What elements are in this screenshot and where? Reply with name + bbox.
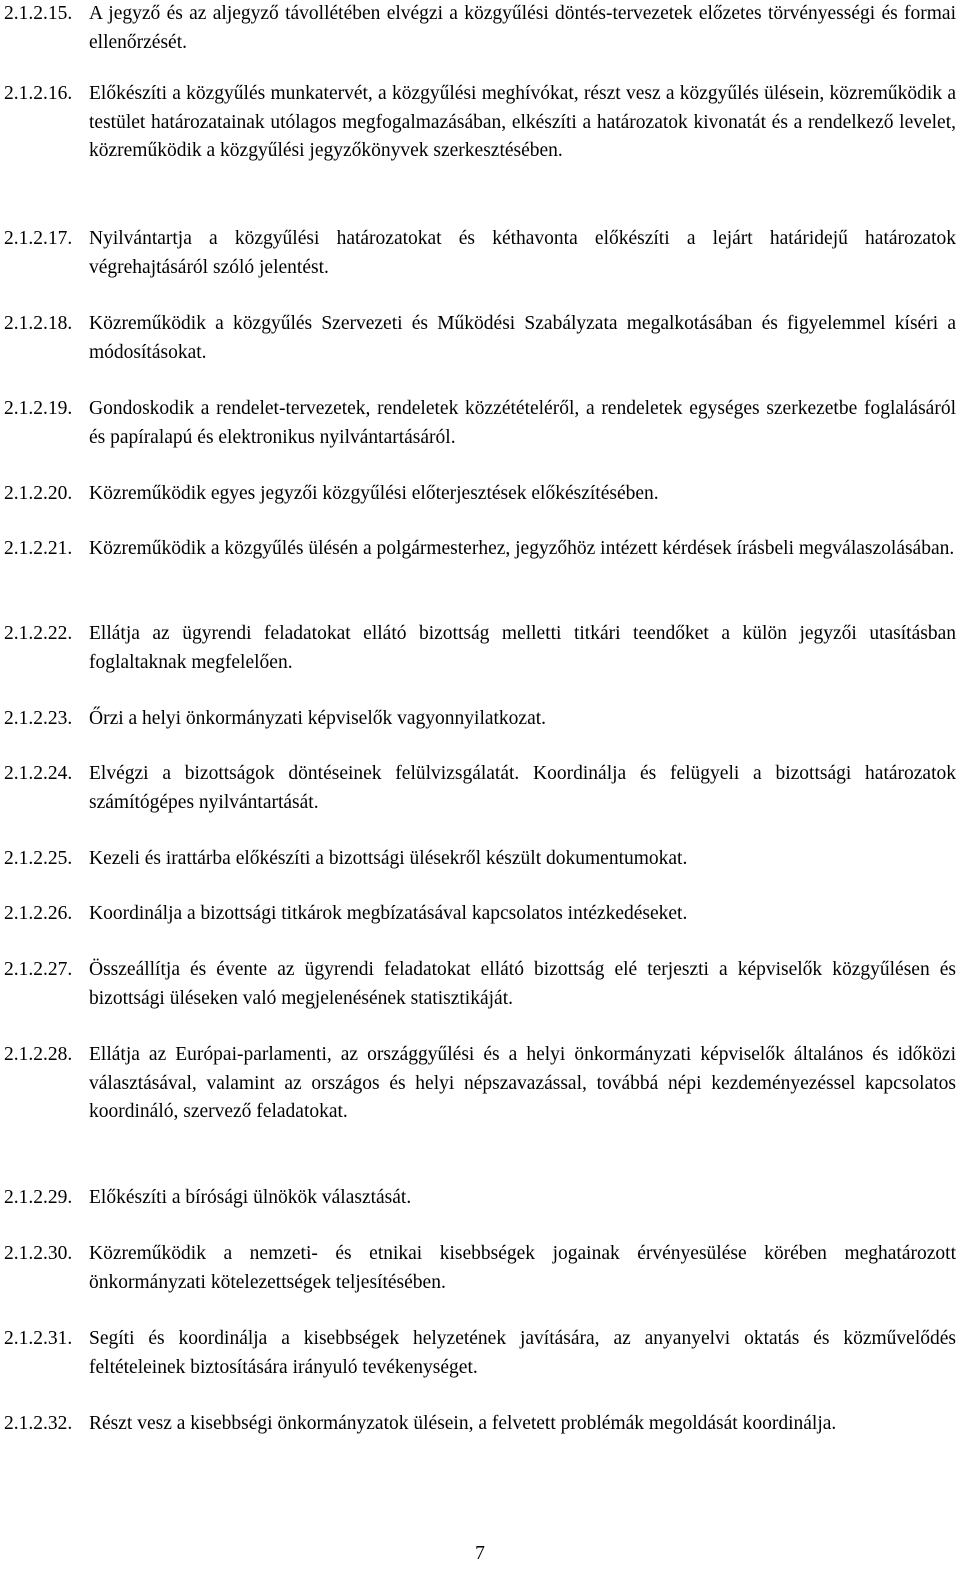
paragraph-2-1-2-19 bbox=[4, 395, 956, 452]
paragraph-text: Előkészíti a közgyűlés munkatervét, a közgyűlési meghívókat, részt vesz a közgyűlés ülésein, közreműködik a testület határozatainak utólagos megfogalmazásában, elkészíti a határozatok kivonatát és a rendelkező levelet, közreműködik a közgyűlési jegyzőkönyvek szerkesztésében. bbox=[89, 83, 956, 162]
paragraph-2-1-2-30 bbox=[4, 1240, 956, 1297]
paragraph-number: 2.1.2.27. bbox=[4, 959, 73, 980]
paragraph-text: Kezeli és irattárba előkészíti a bizottsági ülésekről készült dokumentumokat. bbox=[89, 848, 688, 869]
paragraph-text: Előkészíti a bírósági ülnökök választását. bbox=[89, 1187, 412, 1208]
paragraph-number: 2.1.2.30. bbox=[4, 1243, 73, 1264]
paragraph-text: Ellátja az ügyrendi feladatokat ellátó bizottság melletti titkári teendőket a külön jegyzői utasításban foglaltaknak megfelelően. bbox=[89, 623, 956, 673]
paragraph-number: 2.1.2.31. bbox=[4, 1328, 73, 1349]
paragraph-text: A jegyző és az aljegyző távollétében elvégzi a közgyűlési döntés-tervezetek előzetes törvényességi és formai ellenőrzését. bbox=[89, 3, 956, 53]
paragraph-2-1-2-15 bbox=[4, 0, 956, 57]
paragraph-number: 2.1.2.19. bbox=[4, 398, 73, 419]
paragraph-text: Közreműködik a nemzeti- és etnikai kisebbségek jogainak érvényesülése körében meghatározott önkormányzati kötelezettségek teljesítésében. bbox=[89, 1243, 956, 1293]
paragraph-number: 2.1.2.24. bbox=[4, 763, 73, 784]
paragraph-2-1-2-25 bbox=[4, 845, 956, 874]
paragraph-2-1-2-23 bbox=[4, 705, 956, 734]
paragraph-text: Gondoskodik a rendelet-tervezetek, rendeletek közzétételéről, a rendeletek egységes szerkezetbe foglalásáról és papíralapú és elektronikus nyilvántartásáról. bbox=[89, 398, 956, 448]
paragraph-number: 2.1.2.18. bbox=[4, 313, 73, 334]
paragraph-text: Közreműködik a közgyűlés Szervezeti és Működési Szabályzata megalkotásában és figyelemmel kíséri a módosításokat. bbox=[89, 313, 956, 363]
paragraph-text: Nyilvántartja a közgyűlési határozatokat és kéthavonta előkészíti a lejárt határidejű határozatok végrehajtásáról szóló jelentést. bbox=[89, 228, 956, 278]
paragraph-2-1-2-24 bbox=[4, 760, 956, 817]
paragraph-2-1-2-22 bbox=[4, 620, 956, 677]
paragraph-number: 2.1.2.29. bbox=[4, 1187, 73, 1208]
paragraph-number: 2.1.2.20. bbox=[4, 483, 73, 504]
paragraph-text: Részt vesz a kisebbségi önkormányzatok ülésein, a felvetett problémák megoldását koordinálja. bbox=[89, 1413, 837, 1434]
paragraph-text: Ellátja az Európai-parlamenti, az országgyűlési és a helyi önkormányzati képviselők általános és időközi választásával, valamint az országos és helyi népszavazással, továbbá népi kezdeményezéssel kapcsolatos koordináló, szervező feladatokat. bbox=[89, 1044, 956, 1123]
paragraph-number: 2.1.2.15. bbox=[4, 3, 73, 24]
page-number: 7 bbox=[475, 1543, 485, 1564]
paragraph-number: 2.1.2.28. bbox=[4, 1044, 73, 1065]
paragraph-2-1-2-28 bbox=[4, 1041, 956, 1127]
paragraph-text: Segíti és koordinálja a kisebbségek helyzetének javítására, az anyanyelvi oktatás és közművelődés feltételeinek biztosítására irányuló tevékenységet. bbox=[89, 1328, 956, 1378]
paragraph-text: Őrzi a helyi önkormányzati képviselők vagyonnyilatkozat. bbox=[89, 708, 547, 729]
paragraph-text: Közreműködik egyes jegyzői közgyűlési előterjesztések előkészítésében. bbox=[89, 483, 659, 504]
paragraph-2-1-2-26 bbox=[4, 900, 956, 929]
paragraph-number: 2.1.2.21. bbox=[4, 538, 73, 559]
paragraph-2-1-2-17 bbox=[4, 225, 956, 282]
paragraph-2-1-2-29 bbox=[4, 1184, 956, 1213]
paragraph-2-1-2-27 bbox=[4, 956, 956, 1013]
paragraph-2-1-2-21 bbox=[4, 535, 956, 564]
paragraph-text: Elvégzi a bizottságok döntéseinek felülvizsgálatát. Koordinálja és felügyeli a bizottsági határozatok számítógépes nyilvántartását. bbox=[89, 763, 956, 813]
paragraph-2-1-2-16 bbox=[4, 80, 956, 166]
paragraph-number: 2.1.2.23. bbox=[4, 708, 73, 729]
paragraph-number: 2.1.2.16. bbox=[4, 83, 73, 104]
paragraph-number: 2.1.2.17. bbox=[4, 228, 73, 249]
paragraph-2-1-2-31 bbox=[4, 1325, 956, 1382]
paragraph-number: 2.1.2.25. bbox=[4, 848, 73, 869]
paragraph-text: Közreműködik a közgyűlés ülésén a polgármesterhez, jegyzőhöz intézett kérdések írásbeli megválaszolásában. bbox=[89, 538, 955, 559]
paragraph-number: 2.1.2.22. bbox=[4, 623, 73, 644]
paragraph-number: 2.1.2.26. bbox=[4, 903, 73, 924]
paragraph-2-1-2-20 bbox=[4, 480, 956, 509]
paragraph-text: Koordinálja a bizottsági titkárok megbízatásával kapcsolatos intézkedéseket. bbox=[89, 903, 688, 924]
paragraph-number: 2.1.2.32. bbox=[4, 1413, 73, 1434]
paragraph-text: Összeállítja és évente az ügyrendi feladatokat ellátó bizottság elé terjeszti a képviselők közgyűlésen és bizottsági üléseken való megjelenésének statisztikáját. bbox=[89, 959, 956, 1009]
paragraph-2-1-2-32 bbox=[4, 1410, 956, 1439]
paragraph-2-1-2-18 bbox=[4, 310, 956, 367]
